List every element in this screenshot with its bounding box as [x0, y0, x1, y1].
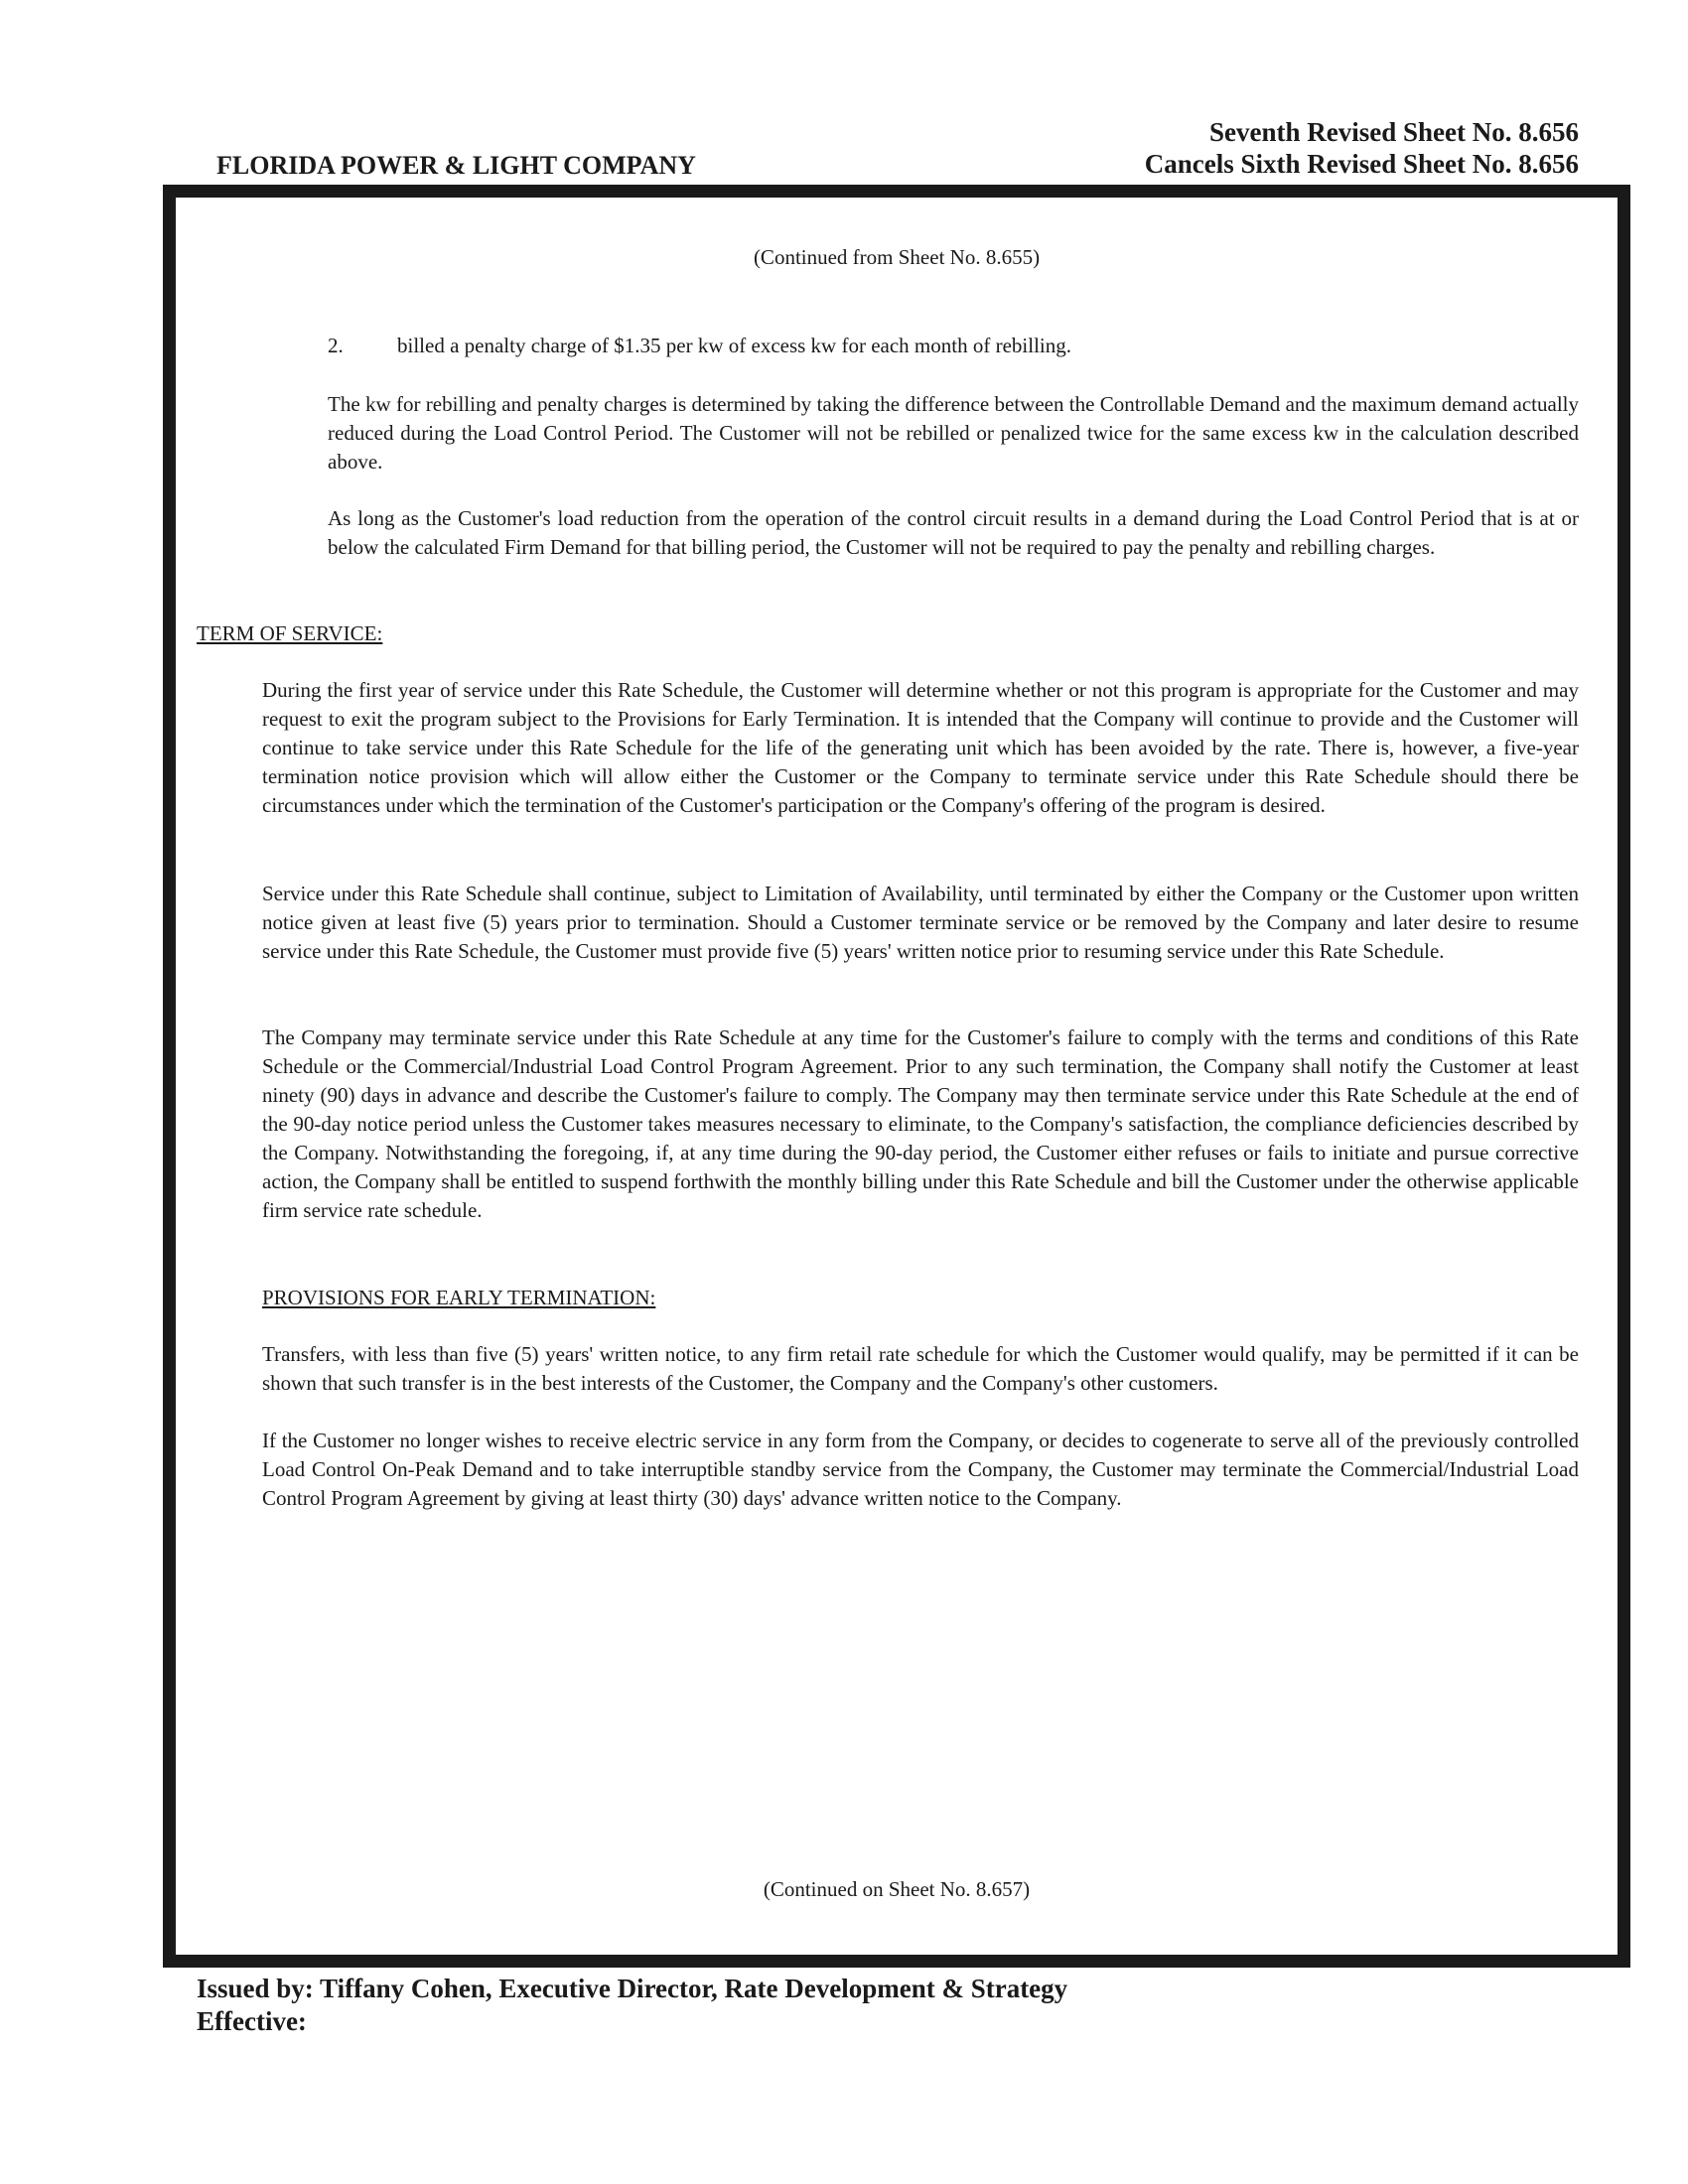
footer: [197, 1973, 1067, 2038]
term-paragraph-3: The Company may terminate service under this Rate Schedule at any time for the Customer's failure to comply with the terms and conditions of this Rate Schedule or the Commercial/Industrial Load Control Program Agreement. Prior to any such termination, the Company shall notify the Customer at least ninety (90) days in advance and describe the Customer's failure to comply. The Company may then terminate service under this Rate Schedule at the end of the 90-day notice period unless the Customer takes measures necessary to eliminate, to the Company's satisfaction, the compliance deficiencies described by the Company. Notwithstanding the foregoing, if, at any time during the 90-day period, the Customer either refuses or fails to initiate and pursue corrective action, the Company shall be entitled to suspend forthwith the monthly billing under this Rate Schedule and bill the Customer under the otherwise applicable firm service rate schedule.: [262, 1025, 1579, 1222]
early-termination-heading: PROVISIONS FOR EARLY TERMINATION:: [262, 1286, 656, 1309]
list-item-text: billed a penalty charge of $1.35 per kw of excess kw for each month of rebilling.: [397, 334, 1071, 357]
list-item: [328, 332, 1579, 360]
company-name: FLORIDA POWER & LIGHT COMPANY: [216, 151, 696, 180]
sheet-number: Seventh Revised Sheet No. 8.656: [1209, 117, 1579, 147]
paragraph-load-reduction: As long as the Customer's load reduction from the operation of the control circuit results in a demand during the Load Control Period that is at or below the calculated Firm Demand for that billing period, the Customer will not be required to pay the penalty and rebilling charges.: [328, 506, 1579, 559]
effective-date: Effective:: [197, 2006, 307, 2036]
paragraph-rebilling: The kw for rebilling and penalty charges is determined by taking the difference between the Controllable Demand and the maximum demand actually reduced during the Load Control Period. The Customer will not be rebilled or penalized twice for the same excess kw in the calculation described above.: [328, 392, 1579, 474]
term-paragraph-1: During the first year of service under this Rate Schedule, the Customer will determine whether or not this program is appropriate for the Customer and may request to exit the program subject to the Provisions for Early Termination. It is intended that the Company will continue to provide and the Customer will continue to take service under this Rate Schedule for the life of the generating unit which has been avoided by the rate. There is, however, a five-year termination notice provision which will allow either the Customer or the Company to terminate service under this Rate Schedule should there be circumstances under which the termination of the Customer's participation or the Company's offering of the program is desired.: [262, 678, 1579, 817]
continued-from: (Continued from Sheet No. 8.655): [753, 245, 1041, 269]
early-termination-paragraph-1: Transfers, with less than five (5) years' written notice, to any firm retail rate schedule for which the Customer would qualify, may be permitted if it can be shown that such transfer is in the best interests of the Customer, the Company and the Company's other customers.: [262, 1342, 1579, 1395]
term-paragraph-2: Service under this Rate Schedule shall continue, subject to Limitation of Availability, until terminated by either the Company or the Customer upon written notice given at least five (5) years prior to termination. Should a Customer terminate service or be removed by the Company and later desire to resume service under this Rate Schedule, the Customer must provide five (5) years' written notice prior to resuming service under this Rate Schedule.: [262, 882, 1579, 963]
sheet-header: [1145, 116, 1579, 180]
cancels-sheet: Cancels Sixth Revised Sheet No. 8.656: [1144, 149, 1579, 179]
list-item-number: 2.: [328, 334, 344, 357]
term-of-service-heading: TERM OF SERVICE:: [197, 621, 383, 645]
issued-by: Issued by: Tiffany Cohen, Executive Director, Rate Development & Strategy: [197, 1974, 1068, 2003]
continued-on: (Continued on Sheet No. 8.657): [763, 1877, 1031, 1901]
early-termination-paragraph-2: If the Customer no longer wishes to receive electric service in any form from the Company, or decides to cogenerate to serve all of the previously controlled Load Control On-Peak Demand and to take interruptible standby service from the Company, the Customer may terminate the Commercial/Industrial Load Control Program Agreement by giving at least thirty (30) days' advance written notice to the Company.: [262, 1429, 1579, 1510]
